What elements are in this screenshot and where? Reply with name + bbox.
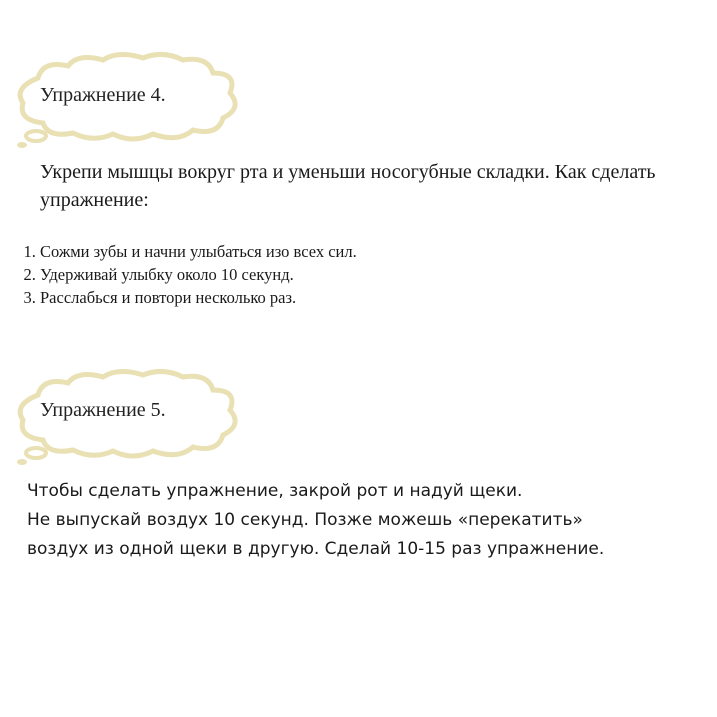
exercise-4-steps — [0, 240, 357, 309]
exercise-5-title: Упражнение 5. — [40, 399, 166, 421]
list-item: 2. Удерживай улыбку около 10 секунд. — [40, 263, 357, 286]
list-item: 1. Сожми зубы и начни улыбаться изо всех сил. — [40, 240, 357, 263]
exercise-4-title: Упражнение 4. — [40, 84, 166, 106]
text-line: Не выпускай воздух 10 секунд. Позже можешь «перекатить» — [27, 510, 583, 530]
list-item: 3. Расслабься и повтори несколько раз. — [40, 286, 357, 309]
text-line: воздух из одной щеки в другую. Сделай 10-15 раз упражнение. — [27, 539, 605, 559]
text-line: Чтобы сделать упражнение, закрой рот и надуй щеки. — [27, 481, 523, 501]
exercise-4-intro: Укрепи мышцы вокруг рта и уменьши носогубные складки. Как сделать упражнение: — [40, 161, 656, 211]
exercise-5-text — [27, 477, 707, 564]
